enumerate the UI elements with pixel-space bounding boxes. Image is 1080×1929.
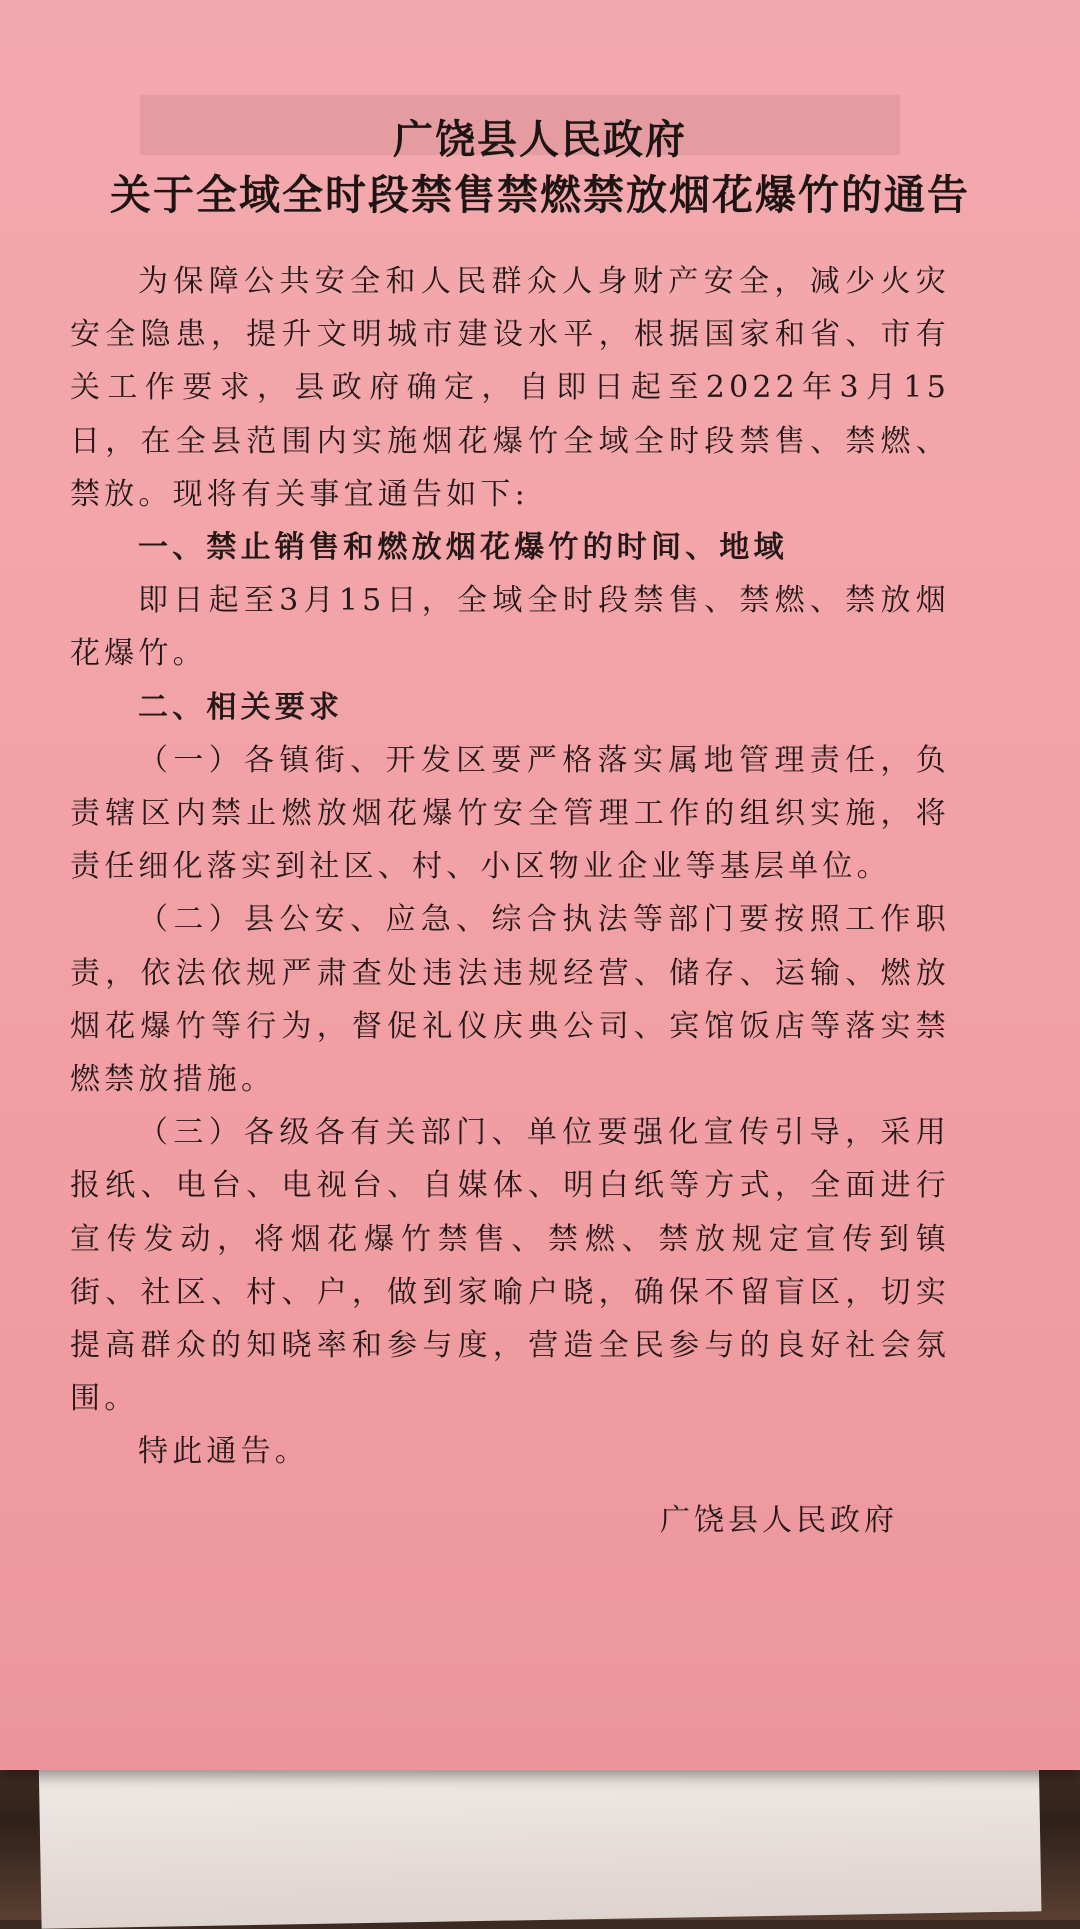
requirement-3: （三）各级各有关部门、单位要强化宣传引导，采用报纸、电台、电视台、自媒体、明白纸等方式，全面进行宣传发动，将烟花爆竹禁售、禁燃、禁放规定宣传到镇街、社区、村、户，做到家喻户晓，确保不留盲区，切实提高群众的知晓率和参与度，营造全民参与的良好社会氛围。 [70, 1115, 950, 1417]
requirement-1: （一）各镇街、开发区要严格落实属地管理责任，负责辖区内禁止燃放烟花爆竹安全管理工作的组织实施，将责任细化落实到社区、村、小区物业企业等基层单位。 [70, 742, 950, 885]
section-heading-1: 一、禁止销售和燃放烟花爆竹的时间、地域 [138, 530, 788, 566]
requirement-2: （二）县公安、应急、综合执法等部门要按照工作职责，依法依规严肃查处违法违规经营、储存、运输、燃放烟花爆竹等行为，督促礼仪庆典公司、宾馆饭店等落实禁燃禁放措施。 [70, 902, 950, 1098]
section-1-text: 即日起至3月15日，全域全时段禁售、禁燃、禁放烟花爆竹。 [70, 583, 950, 672]
document-body [70, 255, 950, 1479]
document-title-issuer: 广饶县人民政府 [393, 116, 687, 163]
section-heading-2: 二、相关要求 [138, 689, 344, 725]
signature-issuer: 广饶县人民政府 [660, 1503, 898, 1538]
document-title-subject: 关于全域全时段禁售禁燃禁放烟花爆竹的通告 [110, 171, 970, 219]
intro-paragraph: 为保障公共安全和人民群众人身财产安全，减少火灾安全隐患，提升文明城市建设水平，根据国家和省、市有关工作要求，县政府确定，自即日起至2022年3月15日，在全县范围内实施烟花爆竹全域全时段禁售、禁燃、禁放。现将有关事宜通告如下: [70, 264, 950, 512]
closing-line: 特此通告。 [138, 1434, 309, 1470]
